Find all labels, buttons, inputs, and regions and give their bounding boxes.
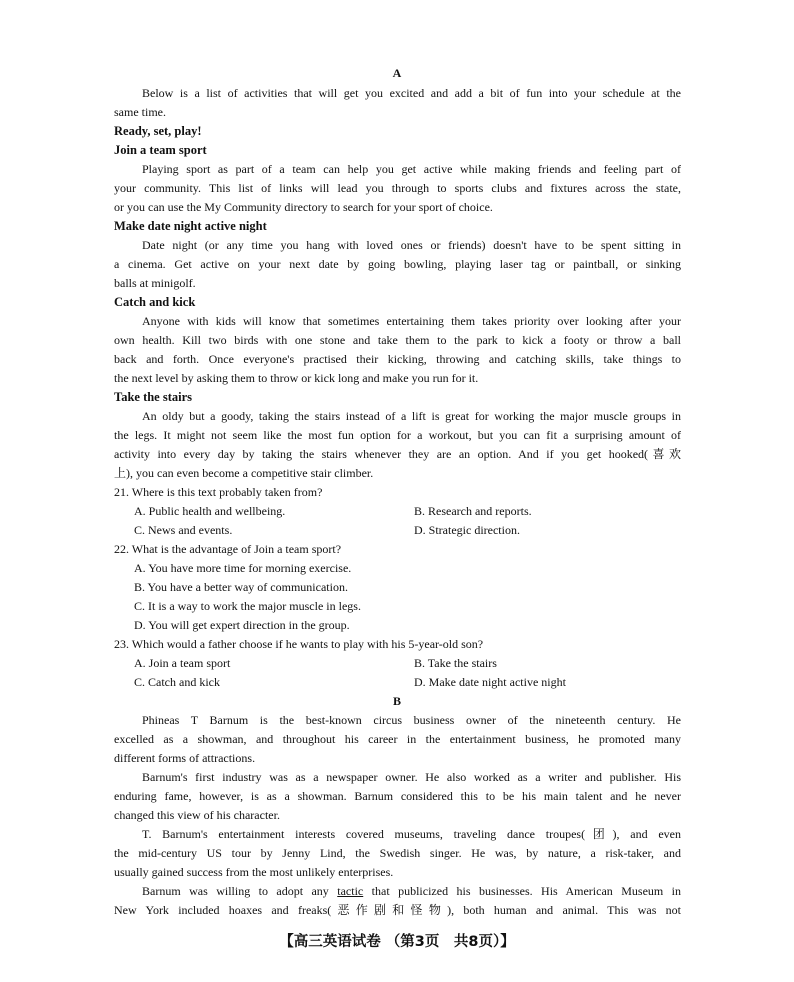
question-stem: 21. Where is this text probably taken from?	[114, 485, 323, 499]
block-heading: Catch and kick	[114, 295, 196, 309]
answer-option: B. You have a better way of communication.	[134, 580, 348, 594]
body-line: changed this view of his character.	[114, 808, 280, 822]
body-line: back and forth. Once everyone's practised their kicking, throwing and catching skills, take things to	[114, 352, 681, 366]
body-line: enduring fame, however, is as a showman. Barnum considered this to be his main talent and he never	[114, 789, 681, 803]
answer-option: C. News and events.	[134, 523, 233, 537]
answer-option: D. You will get expert direction in the group.	[134, 618, 350, 632]
section-title: Ready, set, play!	[114, 124, 202, 138]
body-line: a cinema. Get active on your next date by going bowling, playing laser tag or paintball, or sinking	[114, 257, 681, 271]
answer-option: A. You have more time for morning exercise.	[134, 561, 352, 575]
body-line: own health. Kill two birds with one stone and take them to the park to kick a footy or throw a ball	[114, 333, 681, 347]
body-line	[142, 882, 681, 901]
intro-line: Below is a list of activities that will get you excited and add a bit of fun into your schedule at the	[142, 86, 681, 100]
body-line: 上), you can even become a competitive stair climber.	[114, 466, 374, 480]
block-heading: Make date night active night	[114, 219, 267, 233]
question-stem: 23. Which would a father choose if he wants to play with his 5-year-old son?	[114, 637, 484, 651]
body-line: Date night (or any time you hang with loved ones or friends) doesn't have to be spent sitting in	[142, 238, 681, 252]
answer-option: D. Make date night active night	[414, 675, 566, 689]
body-line: activity into every day by taking the stairs whenever they are an option. And if you get hooked(喜欢	[114, 447, 681, 461]
body-line: excelled as a showman, and throughout his career in the entertainment business, he promoted many	[114, 732, 681, 746]
block-heading: Join a team sport	[114, 143, 207, 157]
answer-option: C. It is a way to work the major muscle in legs.	[134, 599, 361, 613]
body-line: balls at minigolf.	[114, 276, 196, 290]
underlined-word: tactic	[337, 884, 364, 898]
section-b-letter: B	[392, 694, 401, 708]
answer-option: C. Catch and kick	[134, 675, 220, 689]
body-line: T. Barnum's entertainment interests covered museums, traveling dance troupes(团), and even	[142, 827, 681, 841]
question-stem: 22. What is the advantage of Join a team sport?	[114, 542, 342, 556]
answer-option: B. Take the stairs	[414, 656, 497, 670]
page-footer: 【高三英语试卷 （第3页 共8页）】	[279, 934, 515, 950]
body-line: Phineas T Barnum is the best-known circus business owner of the nineteenth century. He	[142, 713, 681, 727]
section-a-letter: A	[392, 66, 402, 80]
body-line: the mid-century US tour by Jenny Lind, the Swedish singer. He was, by nature, a risk-taker, and	[114, 846, 681, 860]
answer-option: D. Strategic direction.	[414, 523, 520, 537]
body-line: Anyone with kids will know that sometimes entertaining them takes priority over looking after your	[142, 314, 681, 328]
body-line: New York included hoaxes and freaks(恶作剧和怪物), both human and animal. This was not	[114, 903, 681, 917]
block-heading: Take the stairs	[114, 390, 193, 404]
intro-line: same time.	[114, 105, 166, 119]
answer-option: A. Join a team sport	[134, 656, 231, 670]
body-line: the legs. It might not seem like the most fun option for a workout, but you can fit a surprising amount of	[114, 428, 681, 442]
text-run: that publicized his businesses. His American Museum in	[363, 884, 681, 898]
body-line: your community. This list of links will lead you through to sports clubs and fixtures across the state,	[114, 181, 681, 195]
text-run: Barnum was willing to adopt any	[142, 884, 338, 898]
answer-option: B. Research and reports.	[414, 504, 532, 518]
body-line: Barnum's first industry was as a newspaper owner. He also worked as a writer and publisher. His	[142, 770, 681, 784]
body-line: usually gained success from the most unlikely enterprises.	[114, 865, 394, 879]
body-line: or you can use the My Community directory to search for your sport of choice.	[114, 200, 493, 214]
body-line: the next level by asking them to throw or kick long and make you run for it.	[114, 371, 479, 385]
answer-option: A. Public health and wellbeing.	[134, 504, 286, 518]
body-line: Playing sport as part of a team can help you get active while making friends and feeling part of	[142, 162, 681, 176]
body-line: different forms of attractions.	[114, 751, 256, 765]
body-line: An oldy but a goody, taking the stairs instead of a lift is great for working the major muscle groups in	[142, 409, 681, 423]
